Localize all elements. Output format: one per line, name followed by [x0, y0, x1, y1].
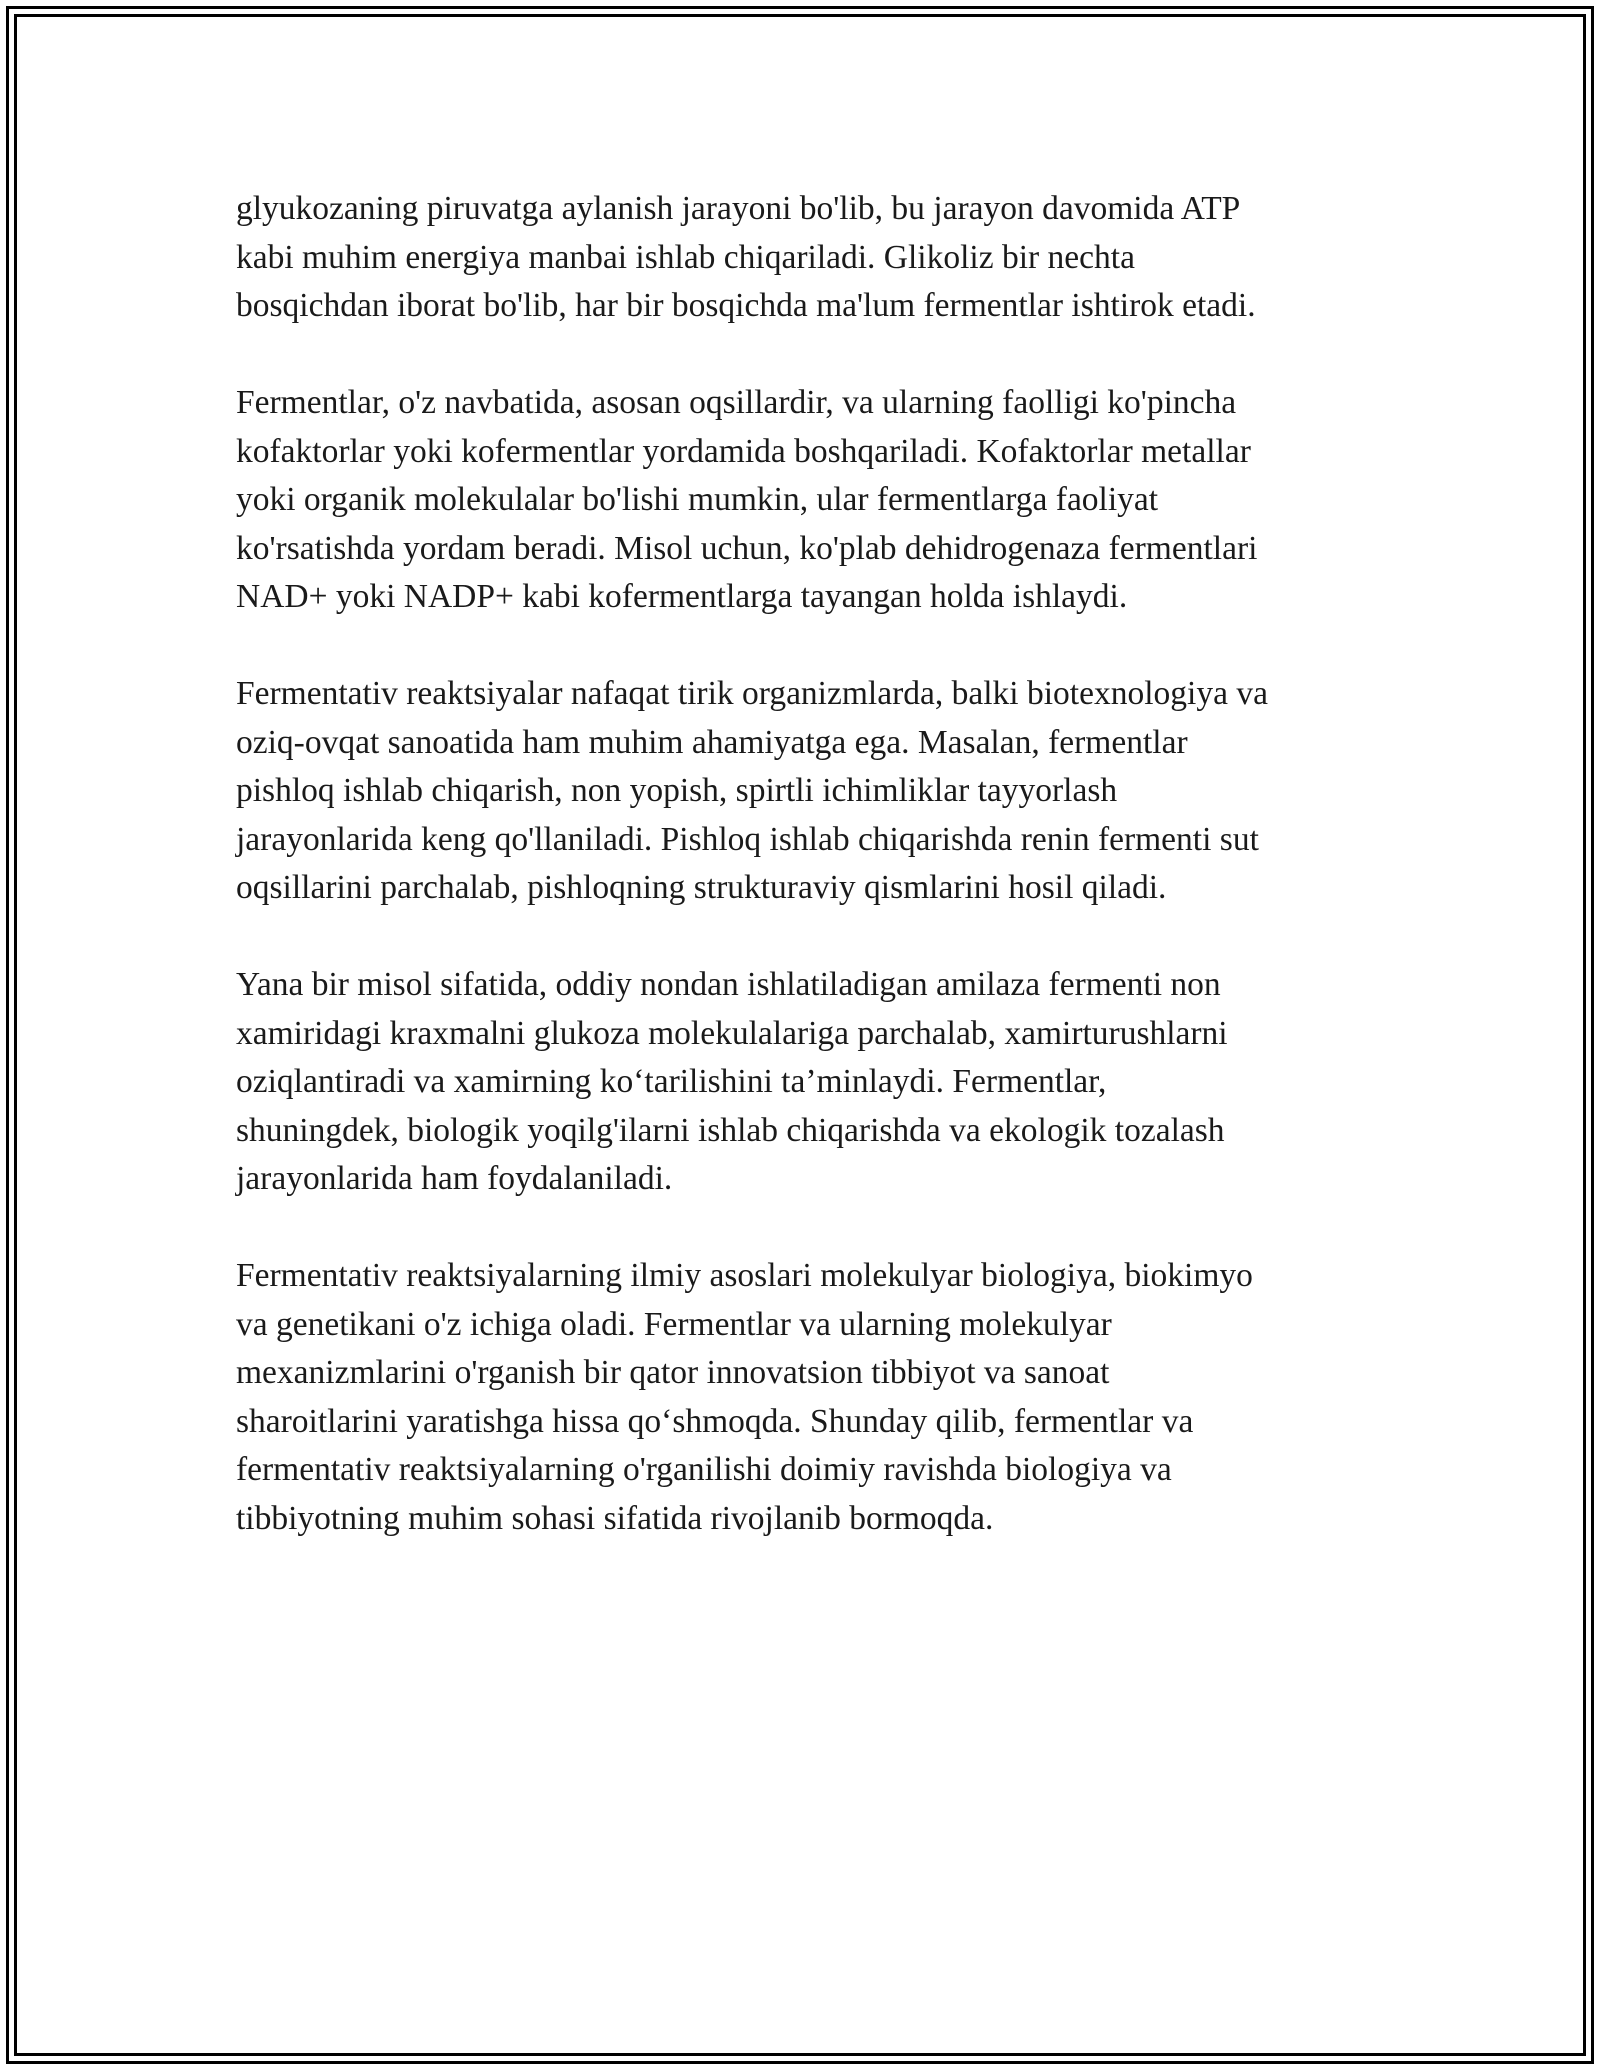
text-line: ko'rsatishda yordam beradi. Misol uchun, ko'plab dehidrogenaza fermentlari [236, 529, 1258, 567]
text-line: shuningdek, biologik yoqilg'ilarni ishlab chiqarishda va ekologik tozalash [236, 1111, 1225, 1149]
text-line: mexanizmlarini o'rganish bir qator innovatsion tibbiyot va sanoat [236, 1354, 1110, 1391]
document-body [236, 185, 1386, 1543]
text-line: NAD+ yoki NADP+ kabi kofermentlarga tayangan holda ishlaydi. [236, 578, 1128, 615]
text-line: glyukozaning piruvatga aylanish jarayoni bo'lib, bu jarayon davomida ATP [236, 190, 1241, 227]
text-line: sharoitlarini yaratishga hissa qo‘shmoqda. Shunday qilib, fermentlar va [236, 1402, 1194, 1440]
text-line: bosqichdan iborat bo'lib, har bir bosqichda ma'lum fermentlar ishtirok etadi. [236, 287, 1256, 324]
text-line: xamiridagi kraxmalni glukoza molekulalariga parchalab, xamirturushlarni [236, 1014, 1228, 1052]
paragraph-amylase [236, 961, 1386, 1204]
text-line: Fermentlar, o'z navbatida, asosan oqsillardir, va ularning faolligi ko'pincha [236, 384, 1237, 421]
text-line: jarayonlarida ham foydalaniladi. [236, 1160, 673, 1197]
paragraph-scientific-basis [236, 1252, 1386, 1543]
text-line: fermentativ reaktsiyalarning o'rganilishi doimiy ravishda biologiya va [236, 1451, 1172, 1488]
paragraph-biotechnology [236, 670, 1386, 913]
text-line: kabi muhim energiya manbai ishlab chiqariladi. Glikoliz bir nechta [236, 238, 1135, 276]
text-line: Fermentativ reaktsiyalar nafaqat tirik organizmlarda, balki biotexnologiya va [236, 675, 1268, 712]
text-line: kofaktorlar yoki kofermentlar yordamida boshqariladi. Kofaktorlar metallar [236, 432, 1251, 470]
paragraph-glycolysis [236, 185, 1386, 331]
text-line: Yana bir misol sifatida, oddiy nondan ishlatiladigan amilaza fermenti non [236, 966, 1221, 1003]
text-line: jarayonlarida keng qo'llaniladi. Pishloq ishlab chiqarishda renin fermenti sut [236, 820, 1259, 858]
paragraph-cofactors [236, 379, 1386, 622]
text-line: oziq-ovqat sanoatida ham muhim ahamiyatga ega. Masalan, fermentlar [236, 723, 1188, 761]
text-line: yoki organik molekulalar bo'lishi mumkin, ular fermentlarga faoliyat [236, 481, 1159, 518]
text-line: oziqlantiradi va xamirning ko‘tarilishini ta’minlaydi. Fermentlar, [236, 1063, 1107, 1100]
text-line: va genetikani o'z ichiga oladi. Fermentlar va ularning molekulyar [236, 1305, 1112, 1343]
text-line: oqsillarini parchalab, pishloqning strukturaviy qismlarini hosil qiladi. [236, 869, 1167, 906]
text-line: tibbiyotning muhim sohasi sifatida rivojlanib bormoqda. [236, 1499, 994, 1537]
text-line: Fermentativ reaktsiyalarning ilmiy asoslari molekulyar biologiya, biokimyo [236, 1257, 1253, 1294]
text-line: pishloq ishlab chiqarish, non yopish, spirtli ichimliklar tayyorlash [236, 772, 1118, 809]
